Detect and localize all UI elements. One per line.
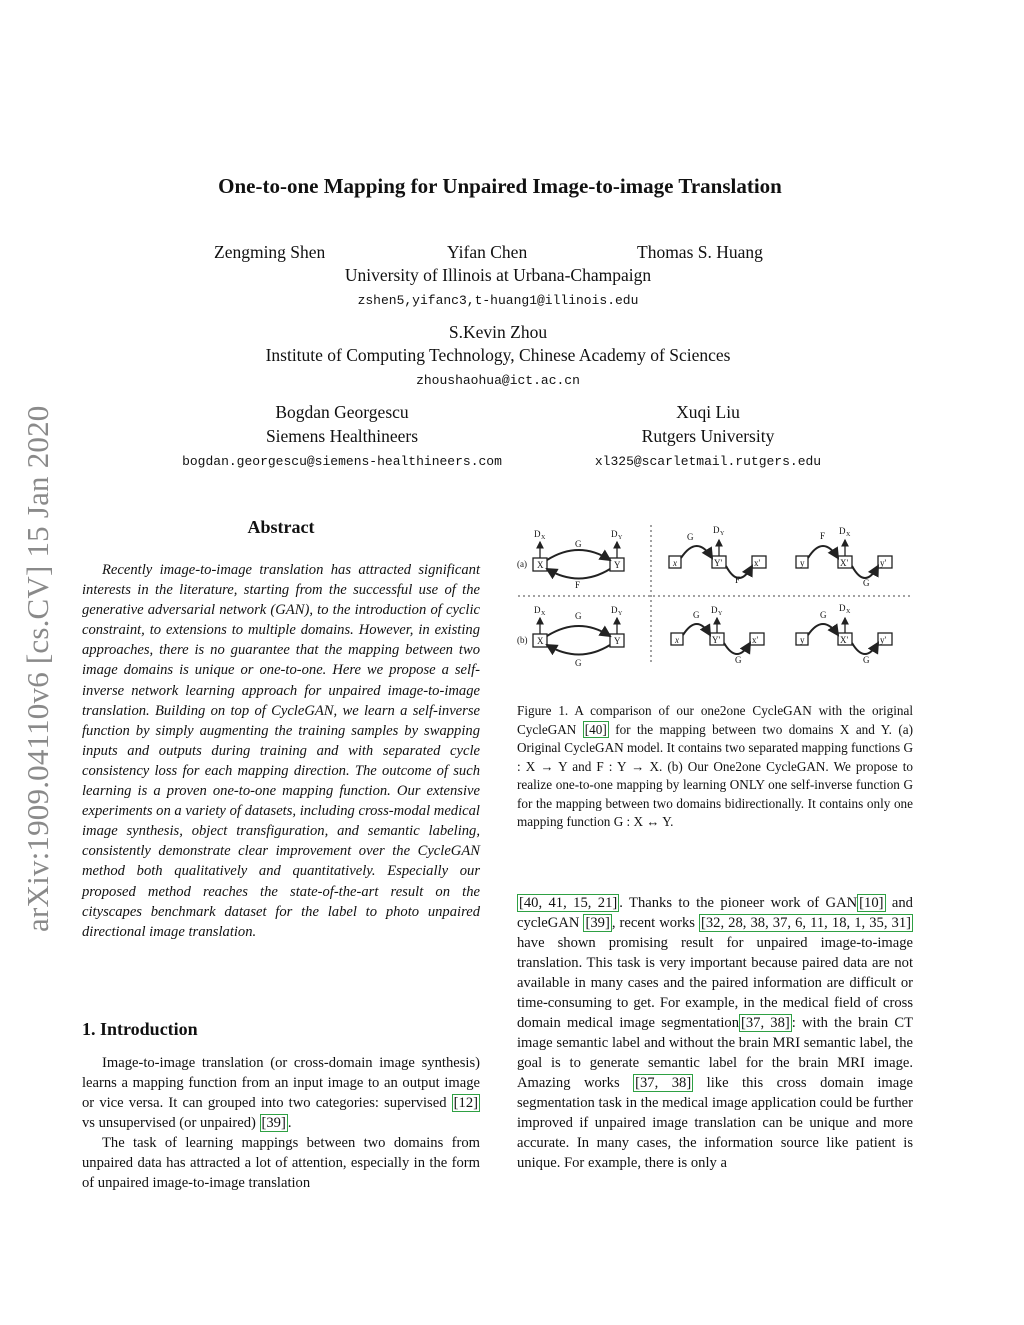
edge-label: G: [575, 658, 582, 668]
intro-paragraph: The task of learning mappings between two domains from unpaired data has attracted a lot of attention, especially in the form of unpaired image-to-image translation: [82, 1135, 480, 1191]
author-email: zhoushaohua@ict.ac.cn: [416, 373, 580, 388]
disc-label-subscript: X: [541, 535, 546, 541]
node-label: Y: [614, 636, 621, 646]
citation-link[interactable]: [10]: [859, 895, 884, 911]
author-affiliation: Rutgers University: [641, 426, 775, 446]
citation-link[interactable]: [40, 41, 15, 21]: [519, 895, 618, 911]
node-label: X: [537, 560, 544, 570]
edge-label: G: [693, 610, 700, 620]
author-name: Xuqi Liu: [676, 402, 740, 422]
author-affiliation: Institute of Computing Technology, Chinese Academy of Sciences: [265, 345, 731, 365]
node-label: Y: [614, 560, 621, 570]
disc-label-subscript: X: [846, 532, 851, 538]
author-email: xl325@scarletmail.rutgers.edu: [594, 454, 822, 469]
node-label: x': [752, 635, 759, 645]
arxiv-side-label: arXiv:1909.04110v6 [cs.CV] 15 Jan 2020: [20, 405, 55, 932]
row-label: (b): [517, 635, 528, 645]
node-label: x: [675, 635, 679, 645]
citation-link[interactable]: [37, 38]: [741, 1015, 790, 1031]
disc-label-subscript: X: [846, 609, 851, 615]
disc-label: D: [534, 529, 541, 539]
author-name: Thomas S. Huang: [637, 242, 763, 262]
body-text-run: : with the brain CT image semantic label and without the brain MRI semantic label, the goal is to generate semantic label for the brain MRI image. Amazing works: [517, 1015, 913, 1091]
paper-title: One-to-one Mapping for Unpaired Image-to-image Translation: [218, 174, 782, 198]
abstract-heading: Abstract: [247, 517, 315, 537]
edge-label: F: [735, 575, 741, 585]
author-affiliation: Siemens Healthineers: [265, 426, 419, 446]
abstract-text: Recently image-to-image translation has attracted significant interests in the literature, starting from the successful use of the generative adversarial network (GAN), to the introduction of cyclic constraint, to extensions to multiple domains. However, in existing approaches, there is no guarantee that the mapping between two image domains is unique or one-to-one. Here we propose a self-inverse network learning approach for unpaired image-to-image translation. Building on top of CycleGAN, we learn a self-inverse function by simply augmenting the training samples by swapping inputs and outputs during training and with separated cycle consistency loss for each mapping direction. The outcome of such learning is a proven one-to-one mapping function. Our extensive experiments on a variety of datasets, including cross-modal medical image synthesis, object transfiguration, and semantic labeling, consistently demonstrate clear improvement over the CycleGAN method both qualitatively and quantitatively. Especially our proposed method reaches the state-of-the-art result on the cityscapes benchmark dataset for the label to photo unpaired directional image translation.: [82, 562, 480, 940]
disc-label: D: [611, 529, 618, 539]
edge-label: G: [575, 611, 582, 621]
disc-label-subscript: Y: [720, 531, 725, 537]
disc-label-subscript: Y: [618, 535, 623, 541]
body-text-run: have shown promising result for unpaired image-to-image translation. This task is very important because paired data are not available in many cases and the paired information are difficult or time-consuming to get. For example, in the medical field of cross domain medical image segmentation: [517, 935, 913, 1031]
figure-1-caption: [517, 702, 913, 832]
node-label: x: [673, 558, 677, 568]
edge-label: G: [687, 532, 694, 542]
body-text-run: and cycleGAN: [517, 895, 913, 931]
intro-text-run: Image-to-image translation (or cross-domain image synthesis) learns a mapping function from an input image to an output image or vice versa. It can grouped into two categories: supervised: [82, 1055, 480, 1111]
disc-label: D: [713, 525, 720, 535]
node-label: y': [880, 558, 887, 568]
edge-label: G: [863, 578, 870, 588]
author-name: Bogdan Georgescu: [275, 402, 409, 422]
disc-label: D: [711, 605, 718, 615]
intro-text-run: .: [287, 1115, 292, 1131]
author-email: bogdan.georgescu@siemens-healthineers.com: [182, 454, 502, 469]
intro-heading: 1. Introduction: [82, 1019, 198, 1039]
citation-link[interactable]: [39]: [261, 1115, 286, 1131]
edge-label: G: [575, 539, 582, 549]
author-name: Zengming Shen: [214, 242, 326, 262]
citation-link[interactable]: [40]: [584, 721, 607, 737]
disc-label: D: [839, 603, 846, 613]
disc-label: D: [839, 526, 846, 536]
node-label: y: [800, 635, 805, 645]
edge-label: F: [575, 580, 581, 590]
node-label: Y': [714, 558, 723, 568]
node-label: X': [840, 635, 849, 645]
node-label: y: [800, 558, 805, 568]
edge-label: F: [820, 531, 826, 541]
intro-text-run: vs unsupervised (or unpaired): [82, 1115, 260, 1131]
author-name: Yifan Chen: [447, 242, 528, 262]
node-label: X: [537, 636, 544, 646]
node-label: x': [754, 558, 761, 568]
disc-label: D: [534, 605, 541, 615]
citation-link[interactable]: [12]: [453, 1095, 478, 1111]
caption-text-run: Figure 1. A comparison of our one2one CycleGAN with the original CycleGAN: [517, 703, 913, 737]
row-label: (a): [517, 559, 527, 569]
body-text-run: like this cross domain image segmentation task in the medical image application could be further improved if unpaired image translation can be unique and more accurate. In many cases, the information source like patient is unique. For example, there is only a: [517, 1075, 913, 1171]
edge-label: G: [863, 655, 870, 665]
body-paragraph: [517, 893, 913, 1173]
citation-link[interactable]: [39]: [585, 915, 610, 931]
node-label: y': [880, 635, 887, 645]
node-label: Y': [712, 635, 721, 645]
node-label: X': [840, 558, 849, 568]
author-email: zshen5,yifanc3,t-huang1@illinois.edu: [357, 293, 639, 308]
disc-label-subscript: X: [541, 611, 546, 617]
author-name: S.Kevin Zhou: [448, 322, 548, 342]
right-column-text: [517, 893, 913, 1173]
edge-label: G: [820, 610, 827, 620]
figure-1-diagram: [513, 520, 915, 670]
body-text-run: , recent works: [611, 915, 699, 931]
intro-text: [82, 1053, 480, 1193]
body-text-run: . Thanks to the pioneer work of GAN: [619, 895, 858, 911]
citation-link[interactable]: [37, 38]: [635, 1075, 692, 1091]
disc-label-subscript: Y: [718, 611, 723, 617]
intro-paragraph: [82, 1053, 480, 1133]
edge-label: G: [735, 655, 742, 665]
disc-label-subscript: Y: [618, 611, 623, 617]
disc-label: D: [611, 605, 618, 615]
caption-text-run: for the mapping between two domains X and Y. (a) Original CycleGAN model. It contains two separated mapping functions G : X → Y and F : Y → X. (b) Our One2one CycleGAN. We propose to realize one-to-one mapping by learning ONLY one self-inverse function G for the mapping between two domains bidirectionally. It contains only one mapping function G : X ↔ Y.: [517, 721, 913, 829]
author-affiliation: University of Illinois at Urbana-Champaign: [344, 265, 652, 285]
citation-link[interactable]: [32, 28, 38, 37, 6, 11, 18, 1, 35, 31]: [701, 915, 911, 931]
